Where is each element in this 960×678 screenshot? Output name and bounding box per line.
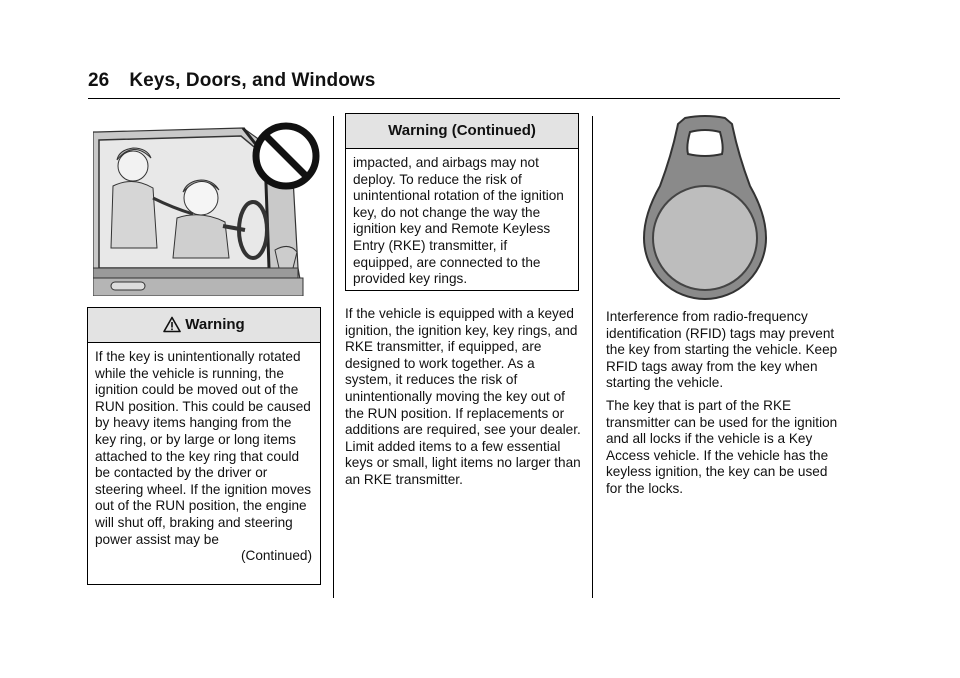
page-header — [88, 70, 375, 92]
column-3-text — [606, 309, 842, 504]
child-ignition-illustration — [93, 118, 321, 296]
warning-triangle-icon — [163, 312, 181, 346]
warning-box — [87, 307, 321, 585]
page-number: 26 — [88, 70, 110, 91]
rfid-key-fob-image — [640, 114, 770, 302]
column-divider-2 — [592, 116, 593, 598]
warning-title: Warning — [185, 316, 245, 333]
warning-box-header — [88, 308, 320, 343]
continued-label: (Continued) — [240, 548, 312, 564]
header-rule — [88, 98, 840, 99]
column-divider-1 — [333, 116, 334, 598]
warning-continued-header: Warning (Continued) — [346, 114, 578, 149]
keyed-ignition-paragraph: If the vehicle is equipped with a keyed ignition, the ignition key, key rings, and RKE transmitter, if equipped, are designed to work together. As a system, it reduces the risk of unintentionally moving the key out of the RUN position. If replacements or additions are required, see your dealer. Limit added items to a few essential keys or small, light items no larger than an RKE transmitter. — [345, 306, 581, 487]
rfid-interference-paragraph: Interference from radio-frequency identification (RFID) tags may prevent the key from starting the vehicle. Keep RFID tags away from the key when starting the vehicle. — [606, 309, 838, 391]
rke-key-paragraph: The key that is part of the RKE transmitter can be used for the ignition and all locks if the vehicle is a Key Access vehicle. If the vehicle has the keyless ignition, the key can be used for the locks. — [606, 397, 838, 496]
warning-continued-box — [345, 113, 579, 291]
warning-continued-body: impacted, and airbags may not deploy. To reduce the risk of unintentional rotation of the ignition key, do not change the way the ignition key and Remote Keyless Entry (RKE) transmitter, if equipped, are connected to the provided key rings. — [353, 155, 564, 287]
section-title: Keys, Doors, and Windows — [129, 70, 376, 91]
warning-body: If the key is unintentionally rotated while the vehicle is running, the ignition could be moved out of the RUN position. This could be caused by heavy items hanging from the key ring, or by large or long items attached to the key ring that could be contacted by the driver or steering wheel. If the ignition moves out of the RUN position, the engine will shut off, braking and steering power assist may be — [95, 349, 312, 547]
column-2-text — [345, 306, 581, 495]
